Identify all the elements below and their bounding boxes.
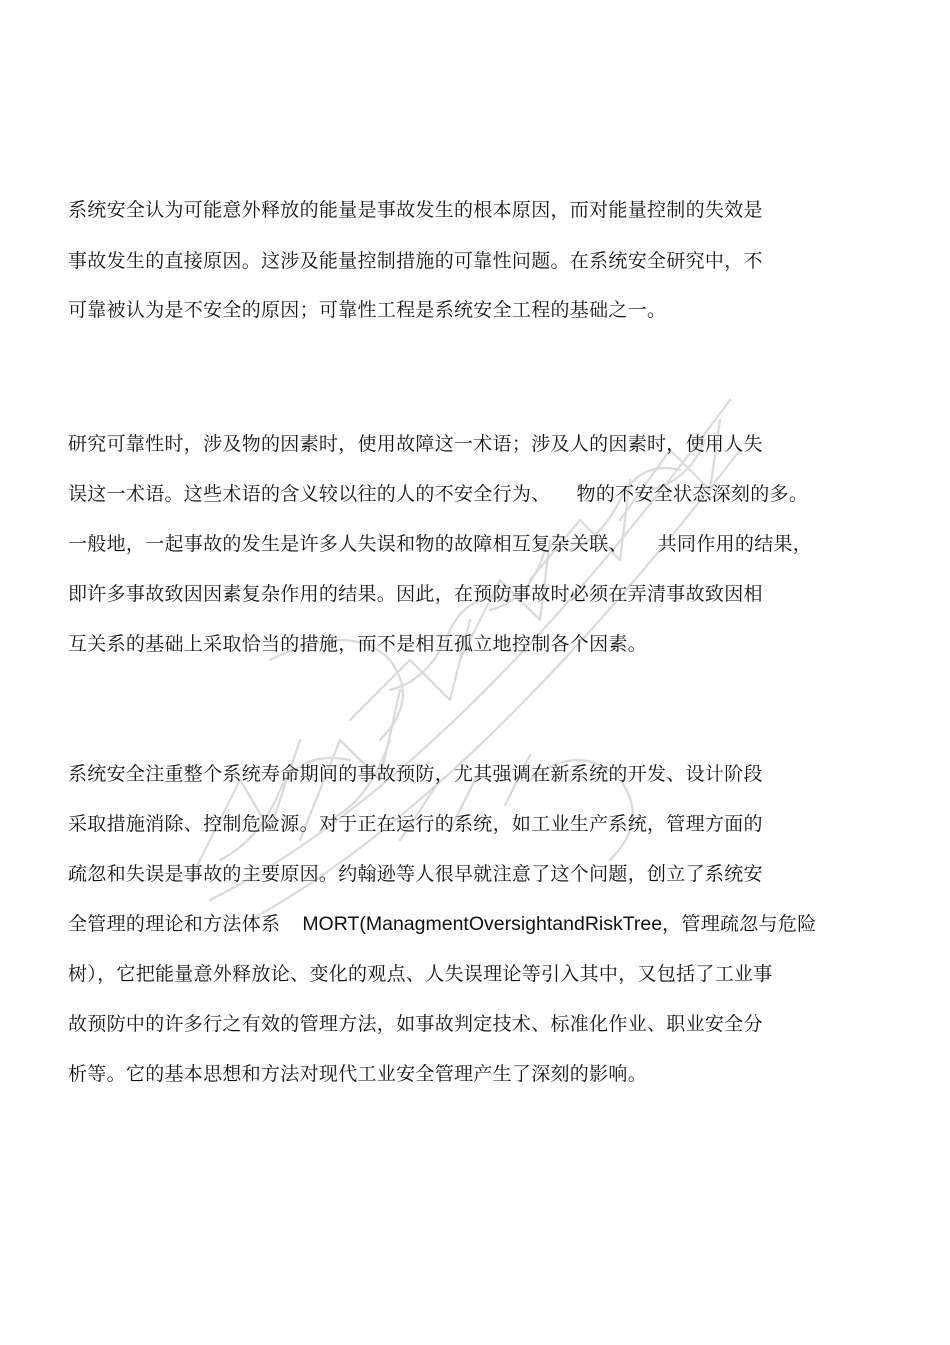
paragraph-line: 可靠被认为是不安全的原因；可靠性工程是系统安全工程的基础之一。 (68, 299, 667, 321)
paragraph-line: 析等。它的基本思想和方法对现代工业安全管理产生了深刻的影响。 (68, 1063, 648, 1085)
paragraph-line (68, 912, 817, 936)
paragraph-line-part: 误这一术语。这些术语的含义较以往的人的不安全行为、 (68, 483, 551, 505)
paragraph-line (68, 532, 812, 556)
paragraph-line: 互关系的基础上采取恰当的措施，而不是相互孤立地控制各个因素。 (68, 633, 648, 655)
paragraph-line-part: 全管理的理论和方法体系 (68, 913, 281, 935)
paragraph-line: 系统安全认为可能意外释放的能量是事故发生的根本原因，而对能量控制的失效是 (68, 199, 763, 221)
paragraph-line: 疏忽和失误是事故的主要原因。约翰逊等人很早就注意了这个问题，创立了系统安 (68, 863, 763, 885)
paragraph-line: 即许多事故致因因素复杂作用的结果。因此，在预防事故时必须在弄清事故致因相 (68, 583, 763, 605)
paragraph-line-part: 共同作用的结果， (657, 533, 813, 555)
paragraph-line: 树），它把能量意外释放论、变化的观点、人失误理论等引入其中，又包括了工业事 (68, 963, 773, 985)
paragraph-line-part: 一般地，一起事故的发生是许多人失误和物的故障相互复杂关联、 (68, 533, 628, 555)
paragraph-line-part: ，管理疏忽与危险 (662, 913, 817, 935)
paragraph-line (68, 482, 808, 506)
paragraph-line: 研究可靠性时，涉及物的因素时，使用故障这一术语；涉及人的因素时，使用人失 (68, 433, 763, 455)
paragraph-line-part: 物的不安全状态深刻的多。 (576, 483, 809, 505)
paragraph-line: 系统安全注重整个系统寿命期间的事故预防，尤其强调在新系统的开发、设计阶段 (68, 763, 763, 785)
mort-term: MORT(ManagmentOversightandRiskTree (302, 913, 663, 935)
paragraph-line: 采取措施消除、控制危险源。对于正在运行的系统，如工业生产系统，管理方面的 (68, 813, 763, 835)
paragraph-line: 事故发生的直接原因。这涉及能量控制措施的可靠性问题。在系统安全研究中，不 (68, 250, 763, 272)
paragraph-line: 故预防中的许多行之有效的管理方法，如事故判定技术、标准化作业、职业安全分 (68, 1013, 763, 1035)
